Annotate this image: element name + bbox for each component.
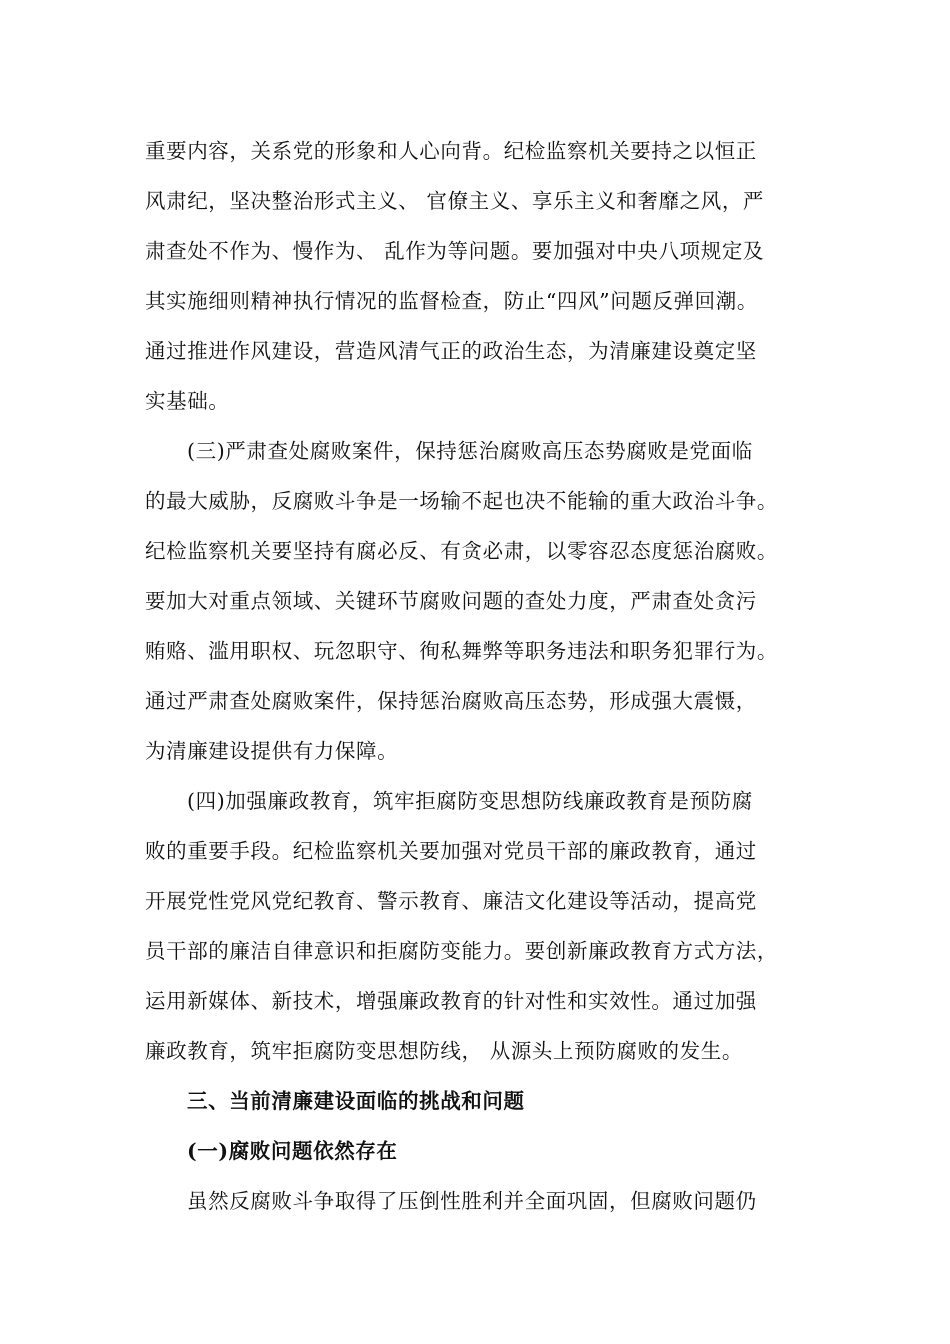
section-heading-line: (三)严肃查处腐败案件，保持惩治腐败高压态势腐败是党面临 [187, 439, 753, 463]
paragraph-line: 廉政教育，筑牢拒腐防变思想防线， 从源头上预防腐败的发生。 [145, 1039, 743, 1063]
paragraph-line: 肃查处不作为、慢作为、 乱作为等问题。要加强对中央八项规定及 [145, 239, 765, 263]
chapter-heading: 三、当前清廉建设面临的挑战和问题 [187, 1089, 525, 1113]
paragraph-line: 败的重要手段。纪检监察机关要加强对党员干部的廉政教育，通过 [145, 839, 757, 863]
paragraph-line: 其实施细则精神执行情况的监督检查，防止“四风”问题反弹回潮。 [145, 289, 758, 313]
paragraph-line: 要加大对重点领域、关键环节腐败问题的查处力度，严肃查处贪污 [145, 589, 757, 613]
paragraph-line: 实基础。 [145, 389, 230, 413]
paragraph-line: 的最大威胁，反腐败斗争是一场输不起也决不能输的重大政治斗争。 [145, 489, 778, 513]
paragraph-line: 重要内容，关系党的形象和人心向背。纪检监察机关要持之以恒正 [145, 139, 757, 163]
paragraph-line: 通过推进作风建设，营造风清气正的政治生态，为清廉建设奠定坚 [145, 339, 757, 363]
paragraph-line: 虽然反腐败斗争取得了压倒性胜利并全面巩固，但腐败问题仍 [187, 1189, 757, 1213]
paragraph-line: 纪检监察机关要坚持有腐必反、有贪必肃，以零容忍态度惩治腐败。 [145, 539, 778, 563]
paragraph-line: 通过严肃查处腐败案件，保持惩治腐败高压态势，形成强大震慑， [145, 689, 757, 713]
subsection-heading: (一)腐败问题依然存在 [187, 1139, 398, 1163]
paragraph-line: 风肃纪，坚决整治形式主义、 官僚主义、享乐主义和奢靡之风，严 [145, 189, 765, 213]
paragraph-line: 为清廉建设提供有力保障。 [145, 739, 399, 763]
paragraph-line: 运用新媒体、新技术，增强廉政教育的针对性和实效性。通过加强 [145, 989, 757, 1013]
paragraph-line: 开展党性党风党纪教育、警示教育、廉洁文化建设等活动，提高党 [145, 889, 757, 913]
paragraph-line: 员干部的廉洁自律意识和拒腐防变能力。要创新廉政教育方式方法， [145, 939, 778, 963]
section-heading-line: (四)加强廉政教育，筑牢拒腐防变思想防线廉政教育是预防腐 [187, 789, 753, 813]
paragraph-line: 贿赂、滥用职权、玩忽职守、徇私舞弊等职务违法和职务犯罪行为。 [145, 639, 778, 663]
